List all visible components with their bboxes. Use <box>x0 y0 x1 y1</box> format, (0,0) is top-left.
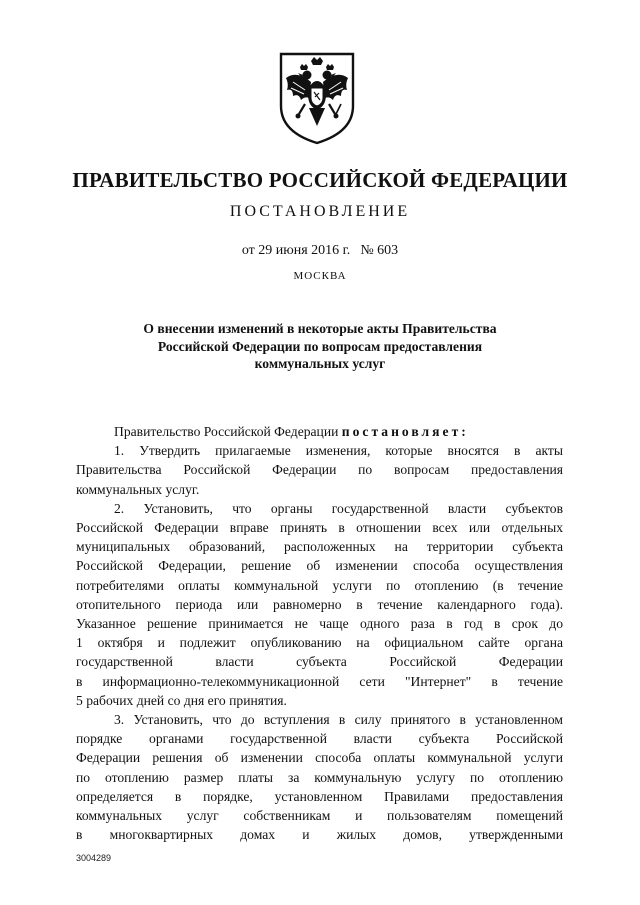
document-body <box>76 422 563 844</box>
document-type: ПОСТАНОВЛЕНИЕ <box>229 203 411 220</box>
body-line: 1 октября и подлежит опубликованию на официальном сайте органа <box>76 635 563 651</box>
document-number: № 603 <box>360 243 399 258</box>
government-title: ПРАВИТЕЛЬСТВО РОССИЙСКОЙ ФЕДЕРАЦИИ <box>72 168 568 192</box>
document-subject <box>120 320 520 373</box>
body-line: потребителями оплаты коммунальной услуги по отоплению (в течение <box>76 577 563 593</box>
body-intro <box>76 422 563 441</box>
document-city: МОСКВА <box>293 270 347 282</box>
body-line: определяется в порядке, установленном Правилами предоставления <box>76 788 563 804</box>
document-date-line <box>0 243 640 259</box>
document-barcode-number: 3004289 <box>76 853 112 863</box>
subject-line: коммунальных услуг <box>254 356 386 371</box>
body-line: 2. Установить, что органы государственной власти субъектов <box>114 500 563 516</box>
body-line: по отоплению размер платы за коммунальную услугу по отоплению <box>76 769 563 785</box>
body-line: муниципальных образований, расположенных на территории субъекта <box>76 539 563 555</box>
intro-decree-word: постановляет: <box>341 424 469 439</box>
body-line: 5 рабочих дней со дня его принятия. <box>76 692 287 708</box>
body-line: Российской Федерации, решение об изменении способа осуществления <box>76 558 563 574</box>
body-line: в информационно-телекоммуникационной сети "Интернет" в течение <box>76 673 563 689</box>
intro-text: Правительство Российской Федерации <box>114 424 339 439</box>
subject-line: Российской Федерации по вопросам предоставления <box>157 338 483 354</box>
subject-line: О внесении изменений в некоторые акты Правительства <box>143 321 497 336</box>
body-line: коммунальных услуг. <box>76 481 200 497</box>
body-line: Правительства Российской Федерации по вопросам предоставления <box>76 462 563 478</box>
body-line: Российской Федерации вправе принять в отношении всех или отдельных <box>76 520 563 536</box>
body-line: порядке органами государственной власти субъекта Российской <box>76 731 563 747</box>
body-line: в многоквартирных домах и жилых домов, утвержденными <box>76 827 563 843</box>
body-line: государственной власти субъекта Российской Федерации <box>76 654 563 670</box>
body-line: Федерации решения об изменении способа оплаты коммунальной услуги <box>76 750 563 766</box>
body-line: 1. Утвердить прилагаемые изменения, которые вносятся в акты <box>114 443 563 459</box>
body-line: коммунальных услуг собственникам и пользователям помещений <box>76 808 563 824</box>
document-date: от 29 июня 2016 г. <box>241 243 351 258</box>
coat-of-arms-emblem <box>271 48 363 146</box>
body-line: Указанное решение принимается не чаще одного раза в год в срок до <box>76 616 563 632</box>
body-line: отопительного периода или равномерно в течение календарного года). <box>76 596 563 612</box>
body-line: 3. Установить, что до вступления в силу принятого в установленном <box>114 712 563 728</box>
